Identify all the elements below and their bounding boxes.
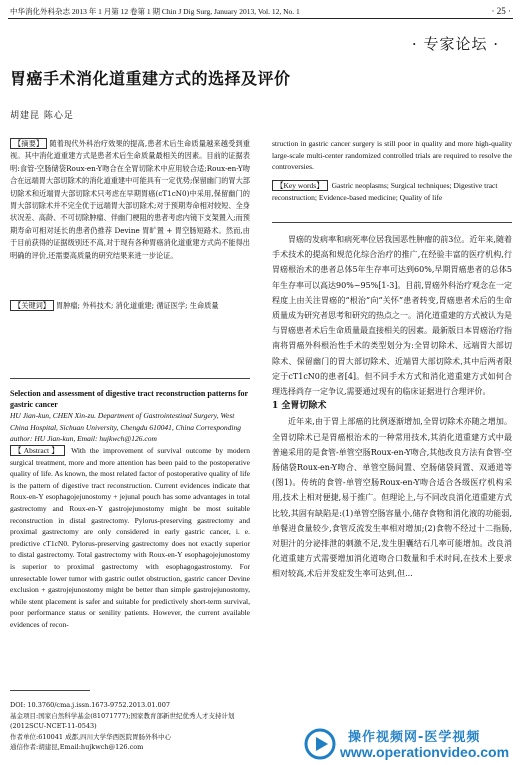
- chinese-abstract: [10, 138, 250, 262]
- watermark-url: www.operationvideo.com: [340, 744, 510, 760]
- footnote: [10, 700, 250, 753]
- chinese-keywords: [10, 300, 250, 312]
- journal-citation: 中华消化外科杂志 2013 年 1 月第 12 卷第 1 期 Chin J Dig Surg, January 2013, Vol. 12, No. 1: [10, 7, 300, 16]
- section-heading: 1 全胃切除术: [272, 401, 327, 412]
- footnote-fund: 基金项目:国家自然科学基金(81071777);国家教育部新世纪优秀人才支持计划(2012SCU-NCET-11-0543): [10, 711, 235, 730]
- header-rule: [8, 18, 513, 19]
- footnote-rule: [10, 690, 90, 691]
- english-abstract-text: With the improvement of survival outcome by modern surgical treatment, more and more attention has been paid to the postoperative quality of life. As known, the most related factor of postoperative quality of life is the pattern of digestive tract reconstruction. Current evidences indicate that Roux-en-Y esophagojejunostomy + jejunal pouch has some advantages in total gastrectomy and Roux-en-Y gastrojejunostomy might be most suitable reconstruction in distal gastrectomy. Pylorus-preserving gastrectomy and proximal gastrectomy are only considered in early gastric cancer, i. e. predictive cT1cN0. Pylorus-preserving gastrectomy does not exactly superior to distal gastrectomy. Total gastrectomy with Roux-en-Y esophagojejunostomy is superior to proximal gastrectomy with esophagogastrostomy. For unresectable lower tumor with gastric outlet obstruction, gastric cancer Devine exclusion + gastrojejunostomy might be better than simple gastrojejunostomy, while stent placement is safer and suitable for predictively short-term survival, poor performance status or senility patients. However, the current available evidences of recon-: [10, 446, 251, 629]
- article-authors: 胡建昆 陈心足: [10, 111, 74, 121]
- english-keywords-tag: 【Key words】: [272, 180, 328, 191]
- watermark-text-cn: 操作视频网-医学视频: [348, 730, 481, 745]
- footnote-corresponding: 通信作者:胡建昆,Email:hujkwch@126.com: [10, 743, 144, 751]
- abstract-text: 随着现代外科治疗效果的提高,患者术后生命质量越来越受到重视。其中消化道重建方式是患者术后生命质量最相关的因素。目前的证据表明:食管-空肠储袋Roux-en-Y吻合在全胃切除术中应用较合适;Roux-en-Y吻合在远端胃大部切除术的消化道重建中可能具有一定优势;保留幽门的胃大部切除术和近端胃大部切除术只考虑在早期胃癌(cT1cN0)中采用,保留幽门的胃大部切除术并不完全优于远端胃大部切除术;对于预期寿命相对较短、全身状况差、高龄、不可切除肿瘤、伴幽门梗阻的患者考虑内镜下支架置入;而预期寿命可相对延长的患者仍推荐 Devine 胃旷置 + 胃空肠短路术。然而,由于目前获得的证据级别还不高,对于现有各种胃癌消化道重建方式尚不能得出明确的评价,还需要高质量的研究结果来进一步论证。: [10, 139, 250, 260]
- english-abstract-continued: struction in gastric cancer surgery is still poor in quality and more high-quality large-scale multi-center randomized controlled trials are required to resolve the controversies.: [272, 139, 512, 172]
- english-abstract: [10, 445, 250, 631]
- keywords-text: 胃肿瘤; 外科技术; 消化道重建; 循证医学; 生命质量: [55, 301, 219, 310]
- watermark: [300, 726, 515, 762]
- english-author-info: [10, 410, 250, 445]
- section1-paragraph: 近年来,由于胃上部癌的比例逐渐增加,全胃切除术亦随之增加。全胃切除术已是胃癌根治术的一种常用技术,其消化道重建方式中最普遍采用的是食管-单管空肠Roux-en-Y吻合,其他改良方法有食管-空肠储袋Roux-en-Y吻合、单管空肠间置、空肠储袋间置、双通道等(图1)。传统的食管-单管空肠Roux-en-Y吻合适合各级医疗机构采用,技术上相对便捷,易于推广。但理论上,与不同改良消化道重建方式比较,其固有缺陷是:(1)单管空肠容量小,储存食物和消化液的功能弱,单餐进食量较少,食管反流发生率相对增加;(2)食物不经过十二指肠,对胆汁的分泌排泄的刺激不足,发生胆囊结石几率可能增加。改良消化道重建方式需要增加消化道吻合口数量和手术时间,在技术上要求相对较高,术后并发症发生率可达到,但...: [272, 417, 513, 579]
- keywords-divider: [272, 222, 512, 223]
- english-authors: HU Jian-kun, CHEN Xin-zu.: [10, 411, 97, 420]
- body-text: [272, 232, 512, 582]
- abstract-divider: [10, 378, 250, 379]
- running-header: [10, 6, 511, 17]
- watermark-logo-icon: [304, 728, 336, 760]
- english-correspondence: Corresponding author: HU Jian-kun, Email: hujkwch@126.com: [10, 422, 241, 443]
- page-number: · 25 ·: [491, 6, 511, 16]
- abstract-tag: 【摘要】: [10, 138, 47, 149]
- footnote-doi: DOI: 10.3760/cma.j.issn.1673-9752.2013.01.007: [10, 701, 170, 709]
- english-keywords-text: Gastric neoplasms; Surgical techniques; Digestive tract reconstruction; Evidence-based medicine; Quality of life: [272, 181, 498, 202]
- footnote-affiliation: 作者单位:610041 成都,四川大学华西医院胃肠外科中心: [10, 732, 172, 741]
- english-abstract-tag: 【Abstract】: [10, 445, 65, 456]
- article-title: 胃癌手术消化道重建方式的选择及评价: [10, 69, 291, 88]
- english-affiliation: Department of Gastrointestinal Surgery, West China Hospital, Sichuan University, Chengdu 610041, China: [10, 411, 235, 432]
- english-title: Selection and assessment of digestive tract reconstruction patterns for gastric cancer: [10, 389, 248, 409]
- intro-paragraph: 胃癌的发病率和病死率位居我国恶性肿瘤的前3位。近年来,随着手术技术的提高和规范化综合治疗的推广,在经验丰富的医疗机构,行胃癌根治术的患者总体5年生存率可达到60%,早期胃癌患者的总体5年生存率可以高达90%~95%[1-3]。目前,胃癌外科治疗观念在一定程度上由关注胃癌的“根治”向“关怀”患者转变,胃癌患者术后的生命质量成为研究者思考和研究的热点之一。消化道重建的方式被认为是与胃癌患者术后生命质量最直接相关的因素。最新版日本胃癌治疗指南将胃癌外科根治性手术的类型划分为:全胃切除术、远端胃大部切除术、保留幽门的胃大部切除术、近端胃大部切除术,其中后两者限定于cT1cN0的患者[4]。但不同手术方式和消化道重建方式如何合理选择尚存一定争议,需要通过现有的临床证据进行合理评价。: [272, 235, 512, 397]
- keywords-tag: 【关键词】: [10, 300, 54, 311]
- section-label: · 专家论坛 ·: [411, 35, 499, 53]
- english-keywords: [272, 180, 512, 204]
